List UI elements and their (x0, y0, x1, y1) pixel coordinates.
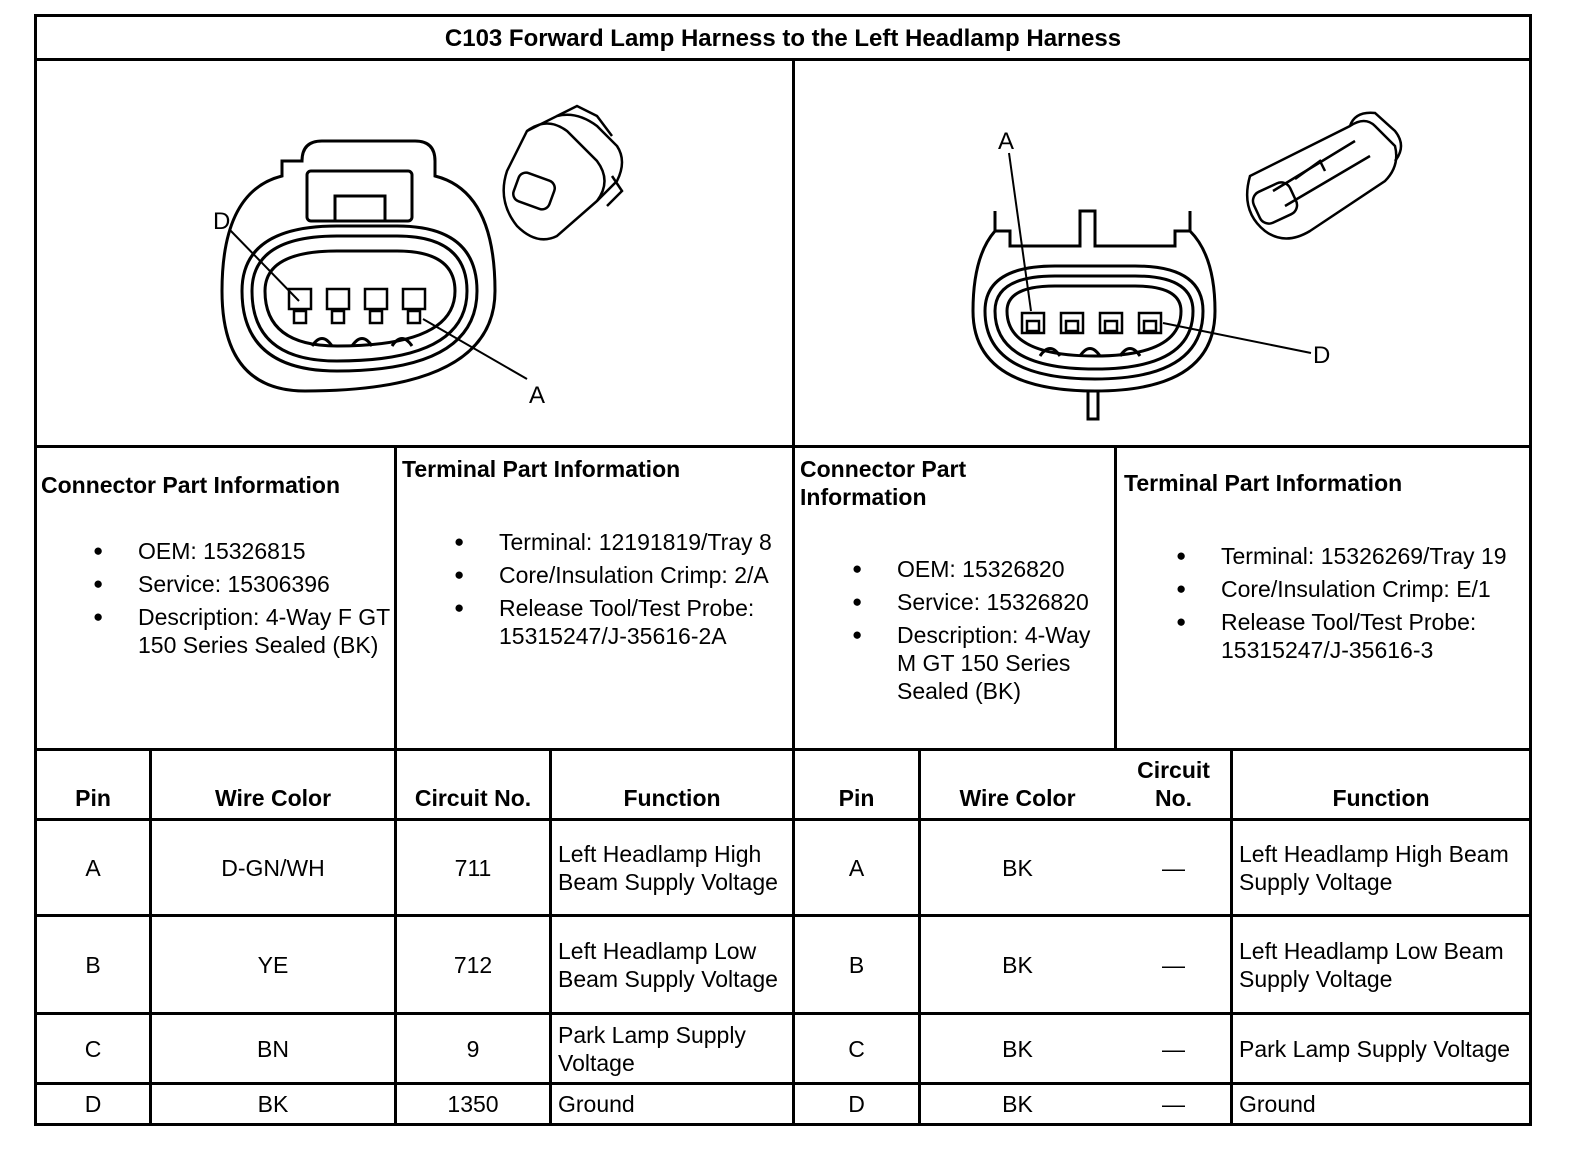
table-cell-wire-color: BK (1002, 951, 1033, 978)
table-cell-circuit-no: 9 (466, 1035, 480, 1062)
left-connector-info (41, 463, 391, 664)
list-item: ● Description: 4-Way F GT 150 Series Sealed (BK) (41, 603, 391, 659)
list-item: ● Release Tool/Test Probe: 15315247/J-35616-3 (1124, 608, 1524, 664)
table-header-function: Function (1332, 785, 1430, 811)
table-cell-circuit-no: — (1162, 951, 1185, 978)
table-cell-circuit-no: 712 (453, 951, 493, 978)
right-terminal-info (1124, 469, 1524, 669)
list-item: ● Service: 15306396 (41, 570, 391, 598)
table-cell-function: Left Headlamp High Beam Supply Voltage (1239, 840, 1509, 895)
table-cell-wire-color: D-GN/WH (221, 854, 325, 881)
table-cell-wire-color: BK (1002, 1091, 1033, 1117)
table-header-wire-color: Wire Color (959, 785, 1076, 811)
terminal-info-list (402, 528, 792, 650)
list-item: ● Terminal: 12191819/Tray 8 (402, 528, 792, 556)
connector-document (34, 14, 1532, 1126)
right-connector-info (800, 455, 1112, 710)
table-cell-pin: C (848, 1035, 865, 1062)
list-item: ● Core/Insulation Crimp: E/1 (1124, 575, 1524, 603)
table-cell-wire-color: BK (257, 1091, 289, 1117)
pin-label-a: A (998, 128, 1015, 155)
pin-label-d: D (1313, 342, 1331, 369)
left-terminal-info (402, 455, 792, 655)
list-item: ● OEM: 15326815 (41, 537, 391, 565)
table-header-circuit-no: Circuit No. (1137, 757, 1210, 811)
table-cell-circuit-no: 1350 (447, 1091, 499, 1117)
table-cell-function: Ground (558, 1091, 635, 1117)
table-header-circuit-no: Circuit No. (414, 785, 532, 811)
table-cell-pin: B (85, 951, 101, 978)
table-cell-function: Left Headlamp Low Beam Supply Voltage (558, 937, 778, 992)
table-cell-function: Left Headlamp Low Beam Supply Voltage (1239, 937, 1504, 992)
connector-info-heading: Connector Part Information (41, 472, 341, 498)
table-cell-circuit-no: — (1162, 1091, 1185, 1117)
table-cell-pin: B (848, 951, 865, 978)
pin-label-a: A (529, 382, 546, 409)
table-header-function: Function (623, 785, 721, 811)
connector-info-list (41, 537, 391, 659)
table-cell-function: Ground (1239, 1091, 1316, 1117)
terminal-info-heading: Terminal Part Information (1124, 470, 1403, 496)
terminal-info-list (1124, 542, 1524, 664)
table-cell-pin: D (84, 1091, 102, 1117)
list-item: ● Terminal: 15326269/Tray 19 (1124, 542, 1524, 570)
table-cell-circuit-no: — (1162, 854, 1185, 881)
document-title: C103 Forward Lamp Harness to the Left Headlamp Harness (444, 25, 1122, 52)
table-cell-circuit-no: 711 (454, 854, 492, 881)
table-cell-pin: D (848, 1091, 865, 1117)
table-cell-pin: A (85, 854, 101, 881)
list-item: ● OEM: 15326820 (800, 555, 1112, 583)
terminal-info-heading: Terminal Part Information (402, 456, 681, 482)
divider (1114, 445, 1117, 751)
list-item: ● Service: 15326820 (800, 588, 1112, 616)
table-cell-wire-color: YE (257, 951, 289, 978)
right-connector-face-diagram (795, 61, 1529, 445)
pin-label-d: D (213, 208, 231, 235)
left-connector-face-diagram (37, 61, 792, 445)
table-cell-circuit-no: — (1162, 1035, 1185, 1062)
table-cell-pin: C (84, 1035, 102, 1062)
table-cell-function: Left Headlamp High Beam Supply Voltage (558, 840, 778, 895)
table-cell-pin: A (848, 854, 865, 881)
table-header-wire-color: Wire Color (214, 785, 332, 811)
list-item: ● Release Tool/Test Probe: 15315247/J-35616-2A (402, 594, 792, 650)
list-item: ● Core/Insulation Crimp: 2/A (402, 561, 792, 589)
divider (37, 445, 1529, 448)
table-cell-function: Park Lamp Supply Voltage (1239, 1035, 1511, 1062)
connector-info-list (800, 555, 1112, 705)
table-header-pin: Pin (75, 785, 111, 811)
table-cell-wire-color: BK (1002, 854, 1033, 881)
table-cell-wire-color: BN (257, 1035, 289, 1062)
table-header-pin: Pin (838, 785, 875, 811)
table-cell-wire-color: BK (1002, 1035, 1033, 1062)
list-item: ● Description: 4-Way M GT 150 Series Sealed (BK) (800, 621, 1112, 705)
connector-info-heading: Connector Part Information (800, 456, 967, 510)
table-cell-function: Park Lamp Supply Voltage (558, 1021, 746, 1076)
